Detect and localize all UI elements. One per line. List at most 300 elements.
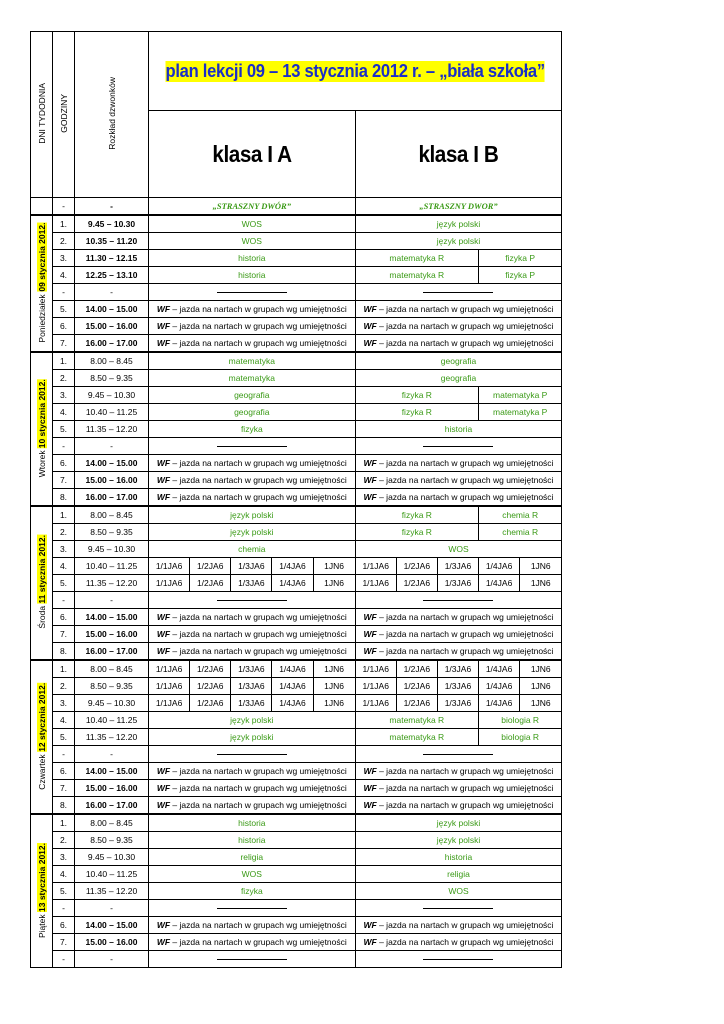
lesson-number: 6. [53, 917, 75, 934]
wf-cell-a: WF – jazda na nartach w grupach wg umiejętności [149, 301, 356, 318]
subject-cell-b: fizyka R [355, 387, 478, 404]
subject-cell-a: język polski [149, 524, 356, 541]
subject-cell-b: fizyka R [355, 524, 478, 541]
wf-cell-a: WF – jazda na nartach w grupach wg umiejętności [149, 318, 356, 335]
lesson-time: 8.00 – 8.45 [75, 814, 149, 832]
intro-class-b: „STRASZNY DWOR” [355, 198, 562, 216]
lesson-number: 5. [53, 421, 75, 438]
lesson-number: 2. [53, 524, 75, 541]
table-row [31, 832, 562, 849]
subject-cell-b: geografia [355, 352, 562, 370]
table-row [31, 335, 562, 353]
table-row [31, 763, 562, 780]
group-cell-b: 1/4JA6 [479, 575, 520, 592]
table-row [31, 524, 562, 541]
group-cell-b: 1/1JA6 [355, 660, 396, 678]
lesson-time: 8.00 – 8.45 [75, 506, 149, 524]
subject-cell-b: język polski [355, 814, 562, 832]
wf-cell-b: WF – jazda na nartach w grupach wg umiejętności [355, 934, 562, 951]
subject-cell-b: fizyka P [479, 250, 562, 267]
day-label-cell [31, 660, 53, 814]
lesson-number: - [53, 438, 75, 455]
lesson-time: 15.00 – 16.00 [75, 780, 149, 797]
wf-cell-a: WF – jazda na nartach w grupach wg umiejętności [149, 472, 356, 489]
wf-cell-a: WF – jazda na nartach w grupach wg umiejętności [149, 917, 356, 934]
group-cell-a: 1/2JA6 [190, 660, 231, 678]
subject-cell-b: matematyka R [355, 250, 478, 267]
lesson-number: 8. [53, 643, 75, 661]
lesson-time: 8.50 – 9.35 [75, 678, 149, 695]
lesson-time: 16.00 – 17.00 [75, 335, 149, 353]
group-cell-b: 1/1JA6 [355, 575, 396, 592]
lesson-time: 14.00 – 15.00 [75, 301, 149, 318]
day-label: Środa 11 stycznia 2012. [36, 535, 47, 629]
day-label: Piątek 13 stycznia 2012. [36, 842, 47, 938]
class-b-header: klasa I B [355, 111, 562, 198]
lesson-time: - [75, 438, 149, 455]
group-cell-a: 1JN6 [313, 575, 355, 592]
table-row [31, 558, 562, 575]
lesson-number: 5. [53, 301, 75, 318]
group-cell-a: 1/4JA6 [272, 558, 313, 575]
wf-cell-a: WF – jazda na nartach w grupach wg umiejętności [149, 489, 356, 507]
table-row [31, 438, 562, 455]
lesson-number: 5. [53, 883, 75, 900]
page-title-cell [149, 32, 562, 111]
break-line [423, 600, 493, 601]
subject-cell-b: matematyka P [479, 387, 562, 404]
subject-cell-b: geografia [355, 370, 562, 387]
lesson-number: 1. [53, 506, 75, 524]
break-cell-b [355, 951, 562, 968]
subject-cell-a: fizyka [149, 421, 356, 438]
lesson-time: - [75, 900, 149, 917]
lesson-time: 8.50 – 9.35 [75, 524, 149, 541]
table-row [31, 421, 562, 438]
wf-cell-b: WF – jazda na nartach w grupach wg umiejętności [355, 489, 562, 507]
group-cell-b: 1JN6 [520, 575, 562, 592]
subject-cell-a: chemia [149, 541, 356, 558]
table-row [31, 712, 562, 729]
lesson-time: 11.30 – 12.15 [75, 250, 149, 267]
subject-cell-b: matematyka R [355, 729, 478, 746]
group-cell-a: 1/1JA6 [149, 558, 190, 575]
table-row [31, 797, 562, 815]
page-title: plan lekcji 09 – 13 stycznia 2012 r. – „biała szkoła” [165, 60, 545, 81]
group-cell-b: 1/2JA6 [396, 558, 437, 575]
lesson-time: - [75, 284, 149, 301]
lesson-number: 4. [53, 866, 75, 883]
subject-cell-a: fizyka [149, 883, 356, 900]
wf-cell-b: WF – jazda na nartach w grupach wg umiejętności [355, 455, 562, 472]
lesson-time: 11.35 – 12.20 [75, 883, 149, 900]
table-row [31, 660, 562, 678]
subject-cell-a: język polski [149, 729, 356, 746]
break-line [217, 600, 287, 601]
subject-cell-b: fizyka R [355, 404, 478, 421]
wf-cell-b: WF – jazda na nartach w grupach wg umiejętności [355, 763, 562, 780]
break-line [423, 754, 493, 755]
days-column-header: DNI TYDODNIA [31, 32, 53, 198]
break-cell-a [149, 284, 356, 301]
bells-column-header: Rozkład dzwonków [75, 32, 149, 198]
table-row [31, 489, 562, 507]
lesson-number: 2. [53, 678, 75, 695]
group-cell-a: 1/1JA6 [149, 695, 190, 712]
lesson-number: 3. [53, 849, 75, 866]
lesson-time: 14.00 – 15.00 [75, 455, 149, 472]
group-cell-b: 1/1JA6 [355, 695, 396, 712]
day-label-cell [31, 814, 53, 968]
day-label: Czwartek 12 stycznia 2012. [36, 682, 47, 790]
day-label: Poniedziałek 09 stycznia 2012. [36, 222, 47, 343]
lesson-number: 1. [53, 660, 75, 678]
wf-cell-a: WF – jazda na nartach w grupach wg umiejętności [149, 455, 356, 472]
intro-day-cell [31, 198, 53, 216]
subject-cell-b: matematyka R [355, 712, 478, 729]
lesson-number: 6. [53, 318, 75, 335]
lesson-time: 11.35 – 12.20 [75, 421, 149, 438]
group-cell-a: 1/3JA6 [231, 678, 272, 695]
lesson-number: 1. [53, 814, 75, 832]
table-row [31, 917, 562, 934]
break-cell-b [355, 592, 562, 609]
group-cell-a: 1/1JA6 [149, 660, 190, 678]
group-cell-a: 1/4JA6 [272, 660, 313, 678]
table-row [31, 729, 562, 746]
table-row [31, 267, 562, 284]
lesson-number: 6. [53, 455, 75, 472]
table-row [31, 233, 562, 250]
wf-cell-b: WF – jazda na nartach w grupach wg umiejętności [355, 917, 562, 934]
lesson-number: 4. [53, 558, 75, 575]
table-row [31, 250, 562, 267]
lesson-number: 3. [53, 541, 75, 558]
subject-cell-a: WOS [149, 866, 356, 883]
lesson-time: 15.00 – 16.00 [75, 472, 149, 489]
subject-cell-b: religia [355, 866, 562, 883]
lesson-number: - [53, 746, 75, 763]
wf-cell-a: WF – jazda na nartach w grupach wg umiejętności [149, 609, 356, 626]
subject-cell-b: WOS [355, 883, 562, 900]
subject-cell-a: matematyka [149, 352, 356, 370]
group-cell-b: 1/3JA6 [437, 558, 478, 575]
subject-cell-a: historia [149, 250, 356, 267]
lesson-time: 11.35 – 12.20 [75, 729, 149, 746]
group-cell-b: 1/4JA6 [479, 660, 520, 678]
table-row [31, 592, 562, 609]
break-line [217, 754, 287, 755]
break-line [217, 908, 287, 909]
lesson-number: - [53, 284, 75, 301]
lesson-number: - [53, 592, 75, 609]
group-cell-a: 1JN6 [313, 695, 355, 712]
lesson-number: 6. [53, 763, 75, 780]
subject-cell-b: biologia R [479, 712, 562, 729]
table-row [31, 951, 562, 968]
group-cell-a: 1/3JA6 [231, 660, 272, 678]
day-label: Wtorek 10 stycznia 2012. [36, 378, 47, 478]
subject-cell-b: historia [355, 849, 562, 866]
break-line [217, 292, 287, 293]
lesson-number: - [53, 951, 75, 968]
break-cell-a [149, 592, 356, 609]
break-line [217, 959, 287, 960]
group-cell-b: 1/4JA6 [479, 678, 520, 695]
table-row [31, 934, 562, 951]
table-row [31, 746, 562, 763]
lesson-time: - [75, 951, 149, 968]
subject-cell-b: fizyka P [479, 267, 562, 284]
group-cell-b: 1/3JA6 [437, 678, 478, 695]
subject-cell-a: matematyka [149, 370, 356, 387]
wf-cell-a: WF – jazda na nartach w grupach wg umiejętności [149, 335, 356, 353]
table-row [31, 695, 562, 712]
lesson-number: 1. [53, 215, 75, 233]
table-row [31, 575, 562, 592]
group-cell-a: 1/2JA6 [190, 678, 231, 695]
table-row [31, 883, 562, 900]
lesson-number: 2. [53, 370, 75, 387]
lesson-number: 7. [53, 626, 75, 643]
break-line [423, 446, 493, 447]
wf-cell-b: WF – jazda na nartach w grupach wg umiejętności [355, 626, 562, 643]
group-cell-a: 1/2JA6 [190, 558, 231, 575]
lesson-time: 14.00 – 15.00 [75, 609, 149, 626]
table-row [31, 284, 562, 301]
subject-cell-b: fizyka R [355, 506, 478, 524]
lesson-time: 8.00 – 8.45 [75, 352, 149, 370]
lesson-number: 5. [53, 729, 75, 746]
lesson-number: 7. [53, 780, 75, 797]
wf-cell-a: WF – jazda na nartach w grupach wg umiejętności [149, 934, 356, 951]
group-cell-b: 1/4JA6 [479, 695, 520, 712]
group-cell-a: 1/1JA6 [149, 575, 190, 592]
table-row [31, 626, 562, 643]
subject-cell-b: WOS [355, 541, 562, 558]
group-cell-a: 1/4JA6 [272, 695, 313, 712]
group-cell-b: 1/4JA6 [479, 558, 520, 575]
wf-cell-b: WF – jazda na nartach w grupach wg umiejętności [355, 472, 562, 489]
group-cell-b: 1JN6 [520, 695, 562, 712]
lesson-time: 15.00 – 16.00 [75, 318, 149, 335]
lesson-time: - [75, 746, 149, 763]
schedule-table [30, 31, 562, 968]
subject-cell-a: język polski [149, 712, 356, 729]
break-line [423, 959, 493, 960]
table-row [31, 301, 562, 318]
break-cell-b [355, 438, 562, 455]
intro-num: - [53, 198, 75, 216]
lesson-time: 12.25 – 13.10 [75, 267, 149, 284]
subject-cell-a: WOS [149, 215, 356, 233]
wf-cell-b: WF – jazda na nartach w grupach wg umiejętności [355, 797, 562, 815]
table-row [31, 387, 562, 404]
group-cell-b: 1/3JA6 [437, 575, 478, 592]
table-row [31, 541, 562, 558]
lesson-time: 8.50 – 9.35 [75, 832, 149, 849]
wf-cell-b: WF – jazda na nartach w grupach wg umiejętności [355, 335, 562, 353]
lesson-number: 2. [53, 233, 75, 250]
table-row [31, 352, 562, 370]
table-row [31, 455, 562, 472]
lesson-number: 1. [53, 352, 75, 370]
table-row [31, 506, 562, 524]
group-cell-b: 1JN6 [520, 660, 562, 678]
lesson-time: 14.00 – 15.00 [75, 917, 149, 934]
lesson-number: 3. [53, 695, 75, 712]
group-cell-a: 1/1JA6 [149, 678, 190, 695]
table-row [31, 678, 562, 695]
wf-cell-b: WF – jazda na nartach w grupach wg umiejętności [355, 609, 562, 626]
lesson-time: 16.00 – 17.00 [75, 797, 149, 815]
subject-cell-b: chemia R [479, 524, 562, 541]
wf-cell-a: WF – jazda na nartach w grupach wg umiejętności [149, 626, 356, 643]
group-cell-a: 1/3JA6 [231, 575, 272, 592]
group-cell-b: 1/1JA6 [355, 678, 396, 695]
lesson-number: 4. [53, 712, 75, 729]
wf-cell-b: WF – jazda na nartach w grupach wg umiejętności [355, 318, 562, 335]
group-cell-b: 1/2JA6 [396, 678, 437, 695]
break-cell-b [355, 746, 562, 763]
group-cell-a: 1JN6 [313, 558, 355, 575]
table-row [31, 866, 562, 883]
break-line [423, 908, 493, 909]
lesson-time: 8.00 – 8.45 [75, 660, 149, 678]
table-row [31, 643, 562, 661]
wf-cell-b: WF – jazda na nartach w grupach wg umiejętności [355, 301, 562, 318]
subject-cell-a: WOS [149, 233, 356, 250]
wf-cell-a: WF – jazda na nartach w grupach wg umiejętności [149, 643, 356, 661]
subject-cell-b: chemia R [479, 506, 562, 524]
group-cell-a: 1/4JA6 [272, 575, 313, 592]
day-label-cell [31, 506, 53, 660]
table-row [31, 318, 562, 335]
lesson-time: 9.45 – 10.30 [75, 849, 149, 866]
lesson-time: 10.40 – 11.25 [75, 404, 149, 421]
break-cell-a [149, 438, 356, 455]
lesson-time: 10.40 – 11.25 [75, 558, 149, 575]
table-row [31, 609, 562, 626]
subject-cell-a: historia [149, 814, 356, 832]
table-row [31, 472, 562, 489]
table-row [31, 215, 562, 233]
lesson-number: 3. [53, 387, 75, 404]
subject-cell-b: język polski [355, 233, 562, 250]
lesson-number: 7. [53, 934, 75, 951]
lesson-time: 10.40 – 11.25 [75, 866, 149, 883]
group-cell-a: 1/3JA6 [231, 695, 272, 712]
wf-cell-a: WF – jazda na nartach w grupach wg umiejętności [149, 797, 356, 815]
group-cell-a: 1/4JA6 [272, 678, 313, 695]
lesson-time: 16.00 – 17.00 [75, 643, 149, 661]
subject-cell-a: geografia [149, 404, 356, 421]
wf-cell-a: WF – jazda na nartach w grupach wg umiejętności [149, 763, 356, 780]
table-row [31, 900, 562, 917]
lesson-time: 9.45 – 10.30 [75, 541, 149, 558]
wf-cell-b: WF – jazda na nartach w grupach wg umiejętności [355, 643, 562, 661]
group-cell-b: 1/2JA6 [396, 660, 437, 678]
subject-cell-b: biologia R [479, 729, 562, 746]
lesson-time: 10.40 – 11.25 [75, 712, 149, 729]
group-cell-a: 1/3JA6 [231, 558, 272, 575]
lesson-number: 7. [53, 335, 75, 353]
group-cell-b: 1/2JA6 [396, 575, 437, 592]
subject-cell-b: język polski [355, 215, 562, 233]
break-line [217, 446, 287, 447]
group-cell-a: 1JN6 [313, 678, 355, 695]
group-cell-b: 1/3JA6 [437, 695, 478, 712]
lesson-time: 14.00 – 15.00 [75, 763, 149, 780]
subject-cell-a: historia [149, 267, 356, 284]
lesson-number: 8. [53, 797, 75, 815]
break-cell-a [149, 900, 356, 917]
subject-cell-b: matematyka R [355, 267, 478, 284]
lesson-time: 8.50 – 9.35 [75, 370, 149, 387]
break-cell-a [149, 746, 356, 763]
group-cell-b: 1/1JA6 [355, 558, 396, 575]
lesson-number: 5. [53, 575, 75, 592]
lesson-time: 9.45 – 10.30 [75, 695, 149, 712]
day-label-cell [31, 215, 53, 352]
lesson-time: 16.00 – 17.00 [75, 489, 149, 507]
lesson-time: 10.35 – 11.20 [75, 233, 149, 250]
intro-time: - [75, 198, 149, 216]
lesson-number: 4. [53, 404, 75, 421]
group-cell-b: 1/2JA6 [396, 695, 437, 712]
break-cell-b [355, 900, 562, 917]
lesson-time: 11.35 – 12.20 [75, 575, 149, 592]
break-cell-a [149, 951, 356, 968]
lesson-number: 8. [53, 489, 75, 507]
break-line [423, 292, 493, 293]
lesson-time: 9.45 – 10.30 [75, 215, 149, 233]
lesson-time: 15.00 – 16.00 [75, 626, 149, 643]
subject-cell-a: historia [149, 832, 356, 849]
table-row [31, 849, 562, 866]
group-cell-b: 1JN6 [520, 678, 562, 695]
hours-column-header: GODZINY [53, 32, 75, 198]
lesson-time: 9.45 – 10.30 [75, 387, 149, 404]
break-cell-b [355, 284, 562, 301]
lesson-time: - [75, 592, 149, 609]
lesson-number: - [53, 900, 75, 917]
wf-cell-b: WF – jazda na nartach w grupach wg umiejętności [355, 780, 562, 797]
lesson-number: 2. [53, 832, 75, 849]
table-row [31, 370, 562, 387]
class-a-header: klasa I A [149, 111, 356, 198]
intro-class-a: „STRASZNY DWÓR” [149, 198, 356, 216]
day-label-cell [31, 352, 53, 506]
subject-cell-a: język polski [149, 506, 356, 524]
table-row [31, 404, 562, 421]
lesson-number: 3. [53, 250, 75, 267]
group-cell-a: 1/2JA6 [190, 695, 231, 712]
subject-cell-a: geografia [149, 387, 356, 404]
subject-cell-a: religia [149, 849, 356, 866]
lesson-time: 15.00 – 16.00 [75, 934, 149, 951]
table-row [31, 780, 562, 797]
wf-cell-a: WF – jazda na nartach w grupach wg umiejętności [149, 780, 356, 797]
subject-cell-b: historia [355, 421, 562, 438]
group-cell-a: 1JN6 [313, 660, 355, 678]
group-cell-b: 1/3JA6 [437, 660, 478, 678]
lesson-number: 4. [53, 267, 75, 284]
group-cell-a: 1/2JA6 [190, 575, 231, 592]
subject-cell-b: matematyka P [479, 404, 562, 421]
lesson-number: 6. [53, 609, 75, 626]
subject-cell-b: język polski [355, 832, 562, 849]
